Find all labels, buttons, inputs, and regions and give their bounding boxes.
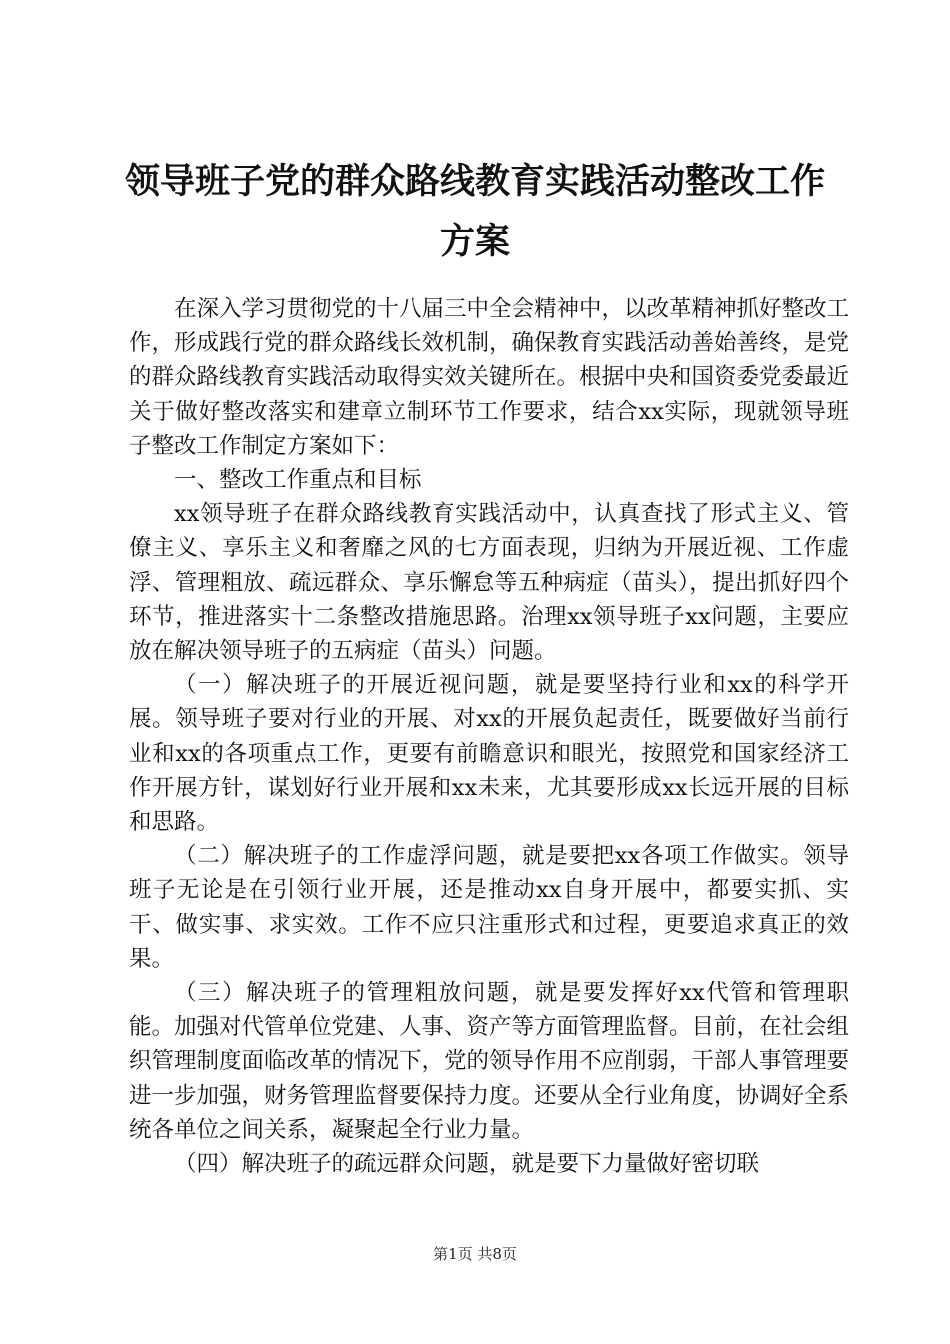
- body-paragraph: （四）解决班子的疏远群众问题，就是要下力量做好密切联: [174, 1151, 760, 1178]
- section-heading: 一、整改工作重点和目标: [174, 467, 422, 494]
- document-title-line-1: 领导班子党的群众路线教育实践活动整改工作: [124, 161, 825, 202]
- body-paragraph: （二）解决班子的工作虚浮问题，就是要把xx各项工作做实。领导班子无论是在引领行业开展，还是推动xx自身开展中，都要实抓、实干、做实事、求实效。工作不应只注重形式和过程，更要追求真正的效果。: [129, 843, 849, 972]
- body-paragraph: （三）解决班子的管理粗放问题，就是要发挥好xx代管和管理职能。加强对代管单位党建、人事、资产等方面管理监督。目前，在社会组织管理制度面临改革的情况下，党的领导作用不应削弱，干部人事管理要进一步加强，财务管理监督要保持力度。还要从全行业角度，协调好全系统各单位之间关系，凝聚起全行业力量。: [129, 980, 850, 1143]
- body-paragraph: （一）解决班子的开展近视问题，就是要坚持行业和xx的科学开展。领导班子要对行业的开展、对xx的开展负起责任，既要做好当前行业和xx的各项重点工作，更要有前瞻意识和眼光，按照党和国家经济工作开展方针，谋划好行业开展和xx未来，尤其要形成xx长远开展的目标和思路。: [129, 672, 849, 836]
- document-title-line-2: 方案: [439, 221, 510, 262]
- intro-paragraph: 在深入学习贯彻党的十八届三中全会精神中，以改革精神抓好整改工作，形成践行党的群众路线长效机制，确保教育实践活动善始善终，是党的群众路线教育实践活动取得实效关键所在。根据中央和国资委党委最近关于做好整改落实和建章立制环节工作要求，结合xx实际，现就领导班子整改工作制定方案如下：: [129, 296, 850, 459]
- page-number-footer: 第1页 共8页: [433, 1245, 517, 1263]
- document-body: [129, 292, 849, 1181]
- body-paragraph: xx领导班子在群众路线教育实践活动中，认真查找了形式主义、管僚主义、享乐主义和奢靡之风的七方面表现，归纳为开展近视、工作虚浮、管理粗放、疏远群众、享乐懈怠等五种病症（苗头），提出抓好四个环节，推进落实十二条整改措施思路。治理xx领导班子xx问题，主要应放在解决领导班子的五病症（苗头）问题。: [129, 501, 849, 665]
